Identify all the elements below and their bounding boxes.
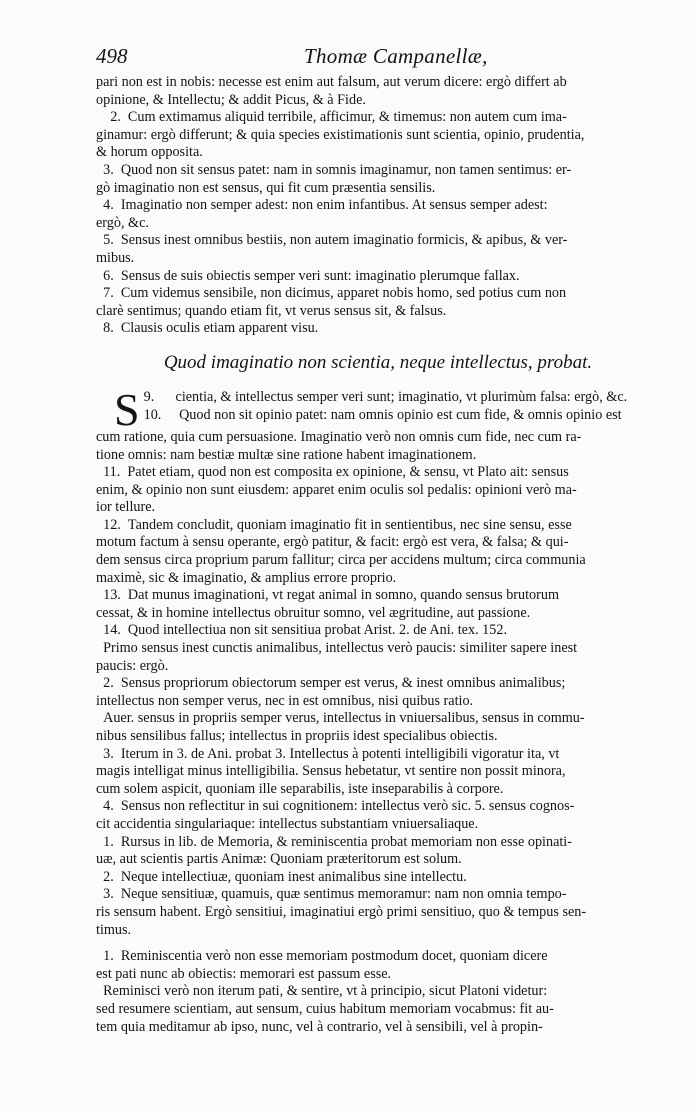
text-line: & horum opposita. <box>96 144 203 161</box>
dropcap-letter: S <box>114 383 140 435</box>
text-line: ginamur: ergò differunt; & quia species existimationis sunt scientia, opinio, prudentia, <box>96 126 585 143</box>
text-line: 2. Cum extimamus aliquid terribile, afficimur, & timemus: non autem cum ima- <box>96 109 567 126</box>
text-line: 7. Cum videmus sensibile, non dicimus, apparet nobis homo, sed potius cum non <box>96 285 567 302</box>
text-line: pari non est in nobis: necesse est enim aut falsum, aut verum dicere: ergò differt ab <box>96 74 567 90</box>
text-line: motum factum à sensu operante, ergò patitur, & facit: ergò est vera, & falsa; & qui- <box>96 534 569 551</box>
text-line: Primo sensus inest cunctis animalibus, intellectus verò paucis: similiter sapere inest <box>96 640 578 657</box>
text-line: dem sensus circa proprium parum fallitur; circa per accidens multum; circa communia <box>96 552 586 569</box>
text-block-main <box>96 429 660 939</box>
text-line: cessat, & in homine intellectus obruitur somno, vel ægritudine, aut passione. <box>96 604 531 621</box>
text-line: 3. Iterum in 3. de Ani. probat 3. Intellectus à potenti intelligibili vigoratur ita, vt <box>96 745 560 762</box>
text-line: cum ratione, quia cum persuasione. Imaginatio verò non omnis cum fide, nec cum ra- <box>96 428 582 445</box>
text-line: 3. Quod non sit sensus patet: nam in somnis imaginamur, non tamen sentimus: er- <box>96 161 572 178</box>
text-block-intro <box>96 74 660 338</box>
text-line: ior tellure. <box>96 499 156 516</box>
running-title: Thomæ Campanellæ, <box>304 44 488 68</box>
text-line: cum solem aspicit, quoniam ille separabilis, iste inseparabilis à corpore. <box>96 780 504 797</box>
text-line: 14. Quod intellectiua non sit sensitiua probat Arist. 2. de Ani. tex. 152. <box>96 622 507 639</box>
text-line: 3. Neque sensitiuæ, quamuis, quæ sentimus memoramur: nam non omnia tempo- <box>96 886 567 903</box>
dropcap-lines <box>96 389 660 424</box>
text-line: intellectus non semper verus, nec in est omnibus, nisi quibus ratio. <box>96 692 474 709</box>
text-line: opinione, & Intellectu; & addit Picus, & à Fide. <box>96 91 366 108</box>
text-line: cit accidentia singulariaque: intellectus substantiam vniuersaliaque. <box>96 815 479 832</box>
page-number: 498 <box>96 44 128 68</box>
text-line: sed resumere scientiam, aut sensum, cuius habitum memoriam vocabmus: fit au- <box>96 1000 554 1017</box>
text-line: 8. Clausis oculis etiam apparent visu. <box>96 320 319 337</box>
text-line: ris sensum habent. Ergò sensitiui, imaginatiui ergò primi sensitiuo, quo & tempus sen- <box>96 903 587 920</box>
page-header <box>96 44 666 72</box>
text-line: 2. Neque intellectiuæ, quoniam inest animalibus sine intellectu. <box>96 868 467 885</box>
text-line: 9. cientia, & intellectus semper veri sunt; imaginatio, vt plurimùm falsa: ergò, &c. <box>143 388 628 405</box>
text-line: 11. Patet etiam, quod non est composita ex opinione, & sensu, vt Plato ait: sensus <box>96 464 569 481</box>
text-line: ergò, &c. <box>96 214 149 231</box>
text-line: maximè, sic & imaginatio, & amplius errore proprio. <box>96 569 397 586</box>
text-line: tione omnis: nam bestiæ multæ sine ratione habent imaginationem. <box>96 446 477 463</box>
text-line: Reminisci verò non iterum pati, & sentire, vt à principio, sicut Platoni videtur: <box>96 983 548 1000</box>
dropcap-paragraph <box>96 383 660 435</box>
text-line: gò imaginatio non est sensus, qui fit cum præsentia sensilis. <box>96 179 436 196</box>
text-line: nibus sensilibus fallus; intellectus in propriis idest specialibus obiectis. <box>96 728 498 744</box>
text-line: 6. Sensus de suis obiectis semper veri sunt: imaginatio plerumque fallax. <box>96 267 520 284</box>
text-line: est pati nunc ab obiectis: memorari est passum esse. <box>96 965 392 982</box>
text-line: 1. Reminiscentia verò non esse memoriam postmodum docet, quoniam dicere <box>96 948 548 965</box>
text-line: 1. Rursus in lib. de Memoria, & reminiscentia probat memoriam non esse opinati- <box>96 833 572 850</box>
text-line: uæ, aut scientis partis Animæ: Quoniam præteritorum est solum. <box>96 851 462 868</box>
text-line: 10. Quod non sit opinio patet: nam omnis opinio est cum fide, & omnis opinio est <box>143 406 622 423</box>
text-line: 4. Imaginatio non semper adest: non enim infantibus. At sensus semper adest: <box>96 197 548 214</box>
text-line: tem quia meditamur ab ipso, nunc, vel à contrario, vel à sensibili, vel à propin- <box>96 1018 543 1035</box>
text-line: 4. Sensus non reflectitur in sui cognitionem: intellectus verò sic. 5. sensus cognos- <box>96 798 575 815</box>
text-line: paucis: ergò. <box>96 657 169 674</box>
text-line: clarè sentimus; quando etiam fit, vt verus sensus sit, & falsus. <box>96 302 447 319</box>
text-line: 13. Dat munus imaginationi, vt regat animal in somno, quando sensus brutorum <box>96 587 560 604</box>
section-heading: Quod imaginatio non scientia, neque intellectus, probat. <box>163 351 593 373</box>
text-line: enim, & opinio non sunt eiusdem: apparet enim oculis sol pedalis: opinioni verò ma- <box>96 481 577 498</box>
text-line: 2. Sensus propriorum obiectorum semper est verus, & inest omnibus animalibus; <box>96 675 566 692</box>
text-line: 12. Tandem concludit, quoniam imaginatio fit in sentientibus, nec sine sensu, esse <box>96 516 572 533</box>
text-line: mibus. <box>96 249 135 266</box>
text-line: Auer. sensus in propriis semper verus, intellectus in vniuersalibus, sensus in commu- <box>96 710 585 727</box>
page-body <box>96 74 660 1036</box>
text-line: magis intelligat minus intelligibilia. Sensus hebetatur, vt sentire non possit minora, <box>96 763 566 780</box>
text-line: timus. <box>96 921 132 938</box>
text-block-reminiscence <box>96 948 660 1036</box>
text-line: 5. Sensus inest omnibus bestiis, non autem imaginatio formicis, & apibus, & ver- <box>96 232 568 249</box>
